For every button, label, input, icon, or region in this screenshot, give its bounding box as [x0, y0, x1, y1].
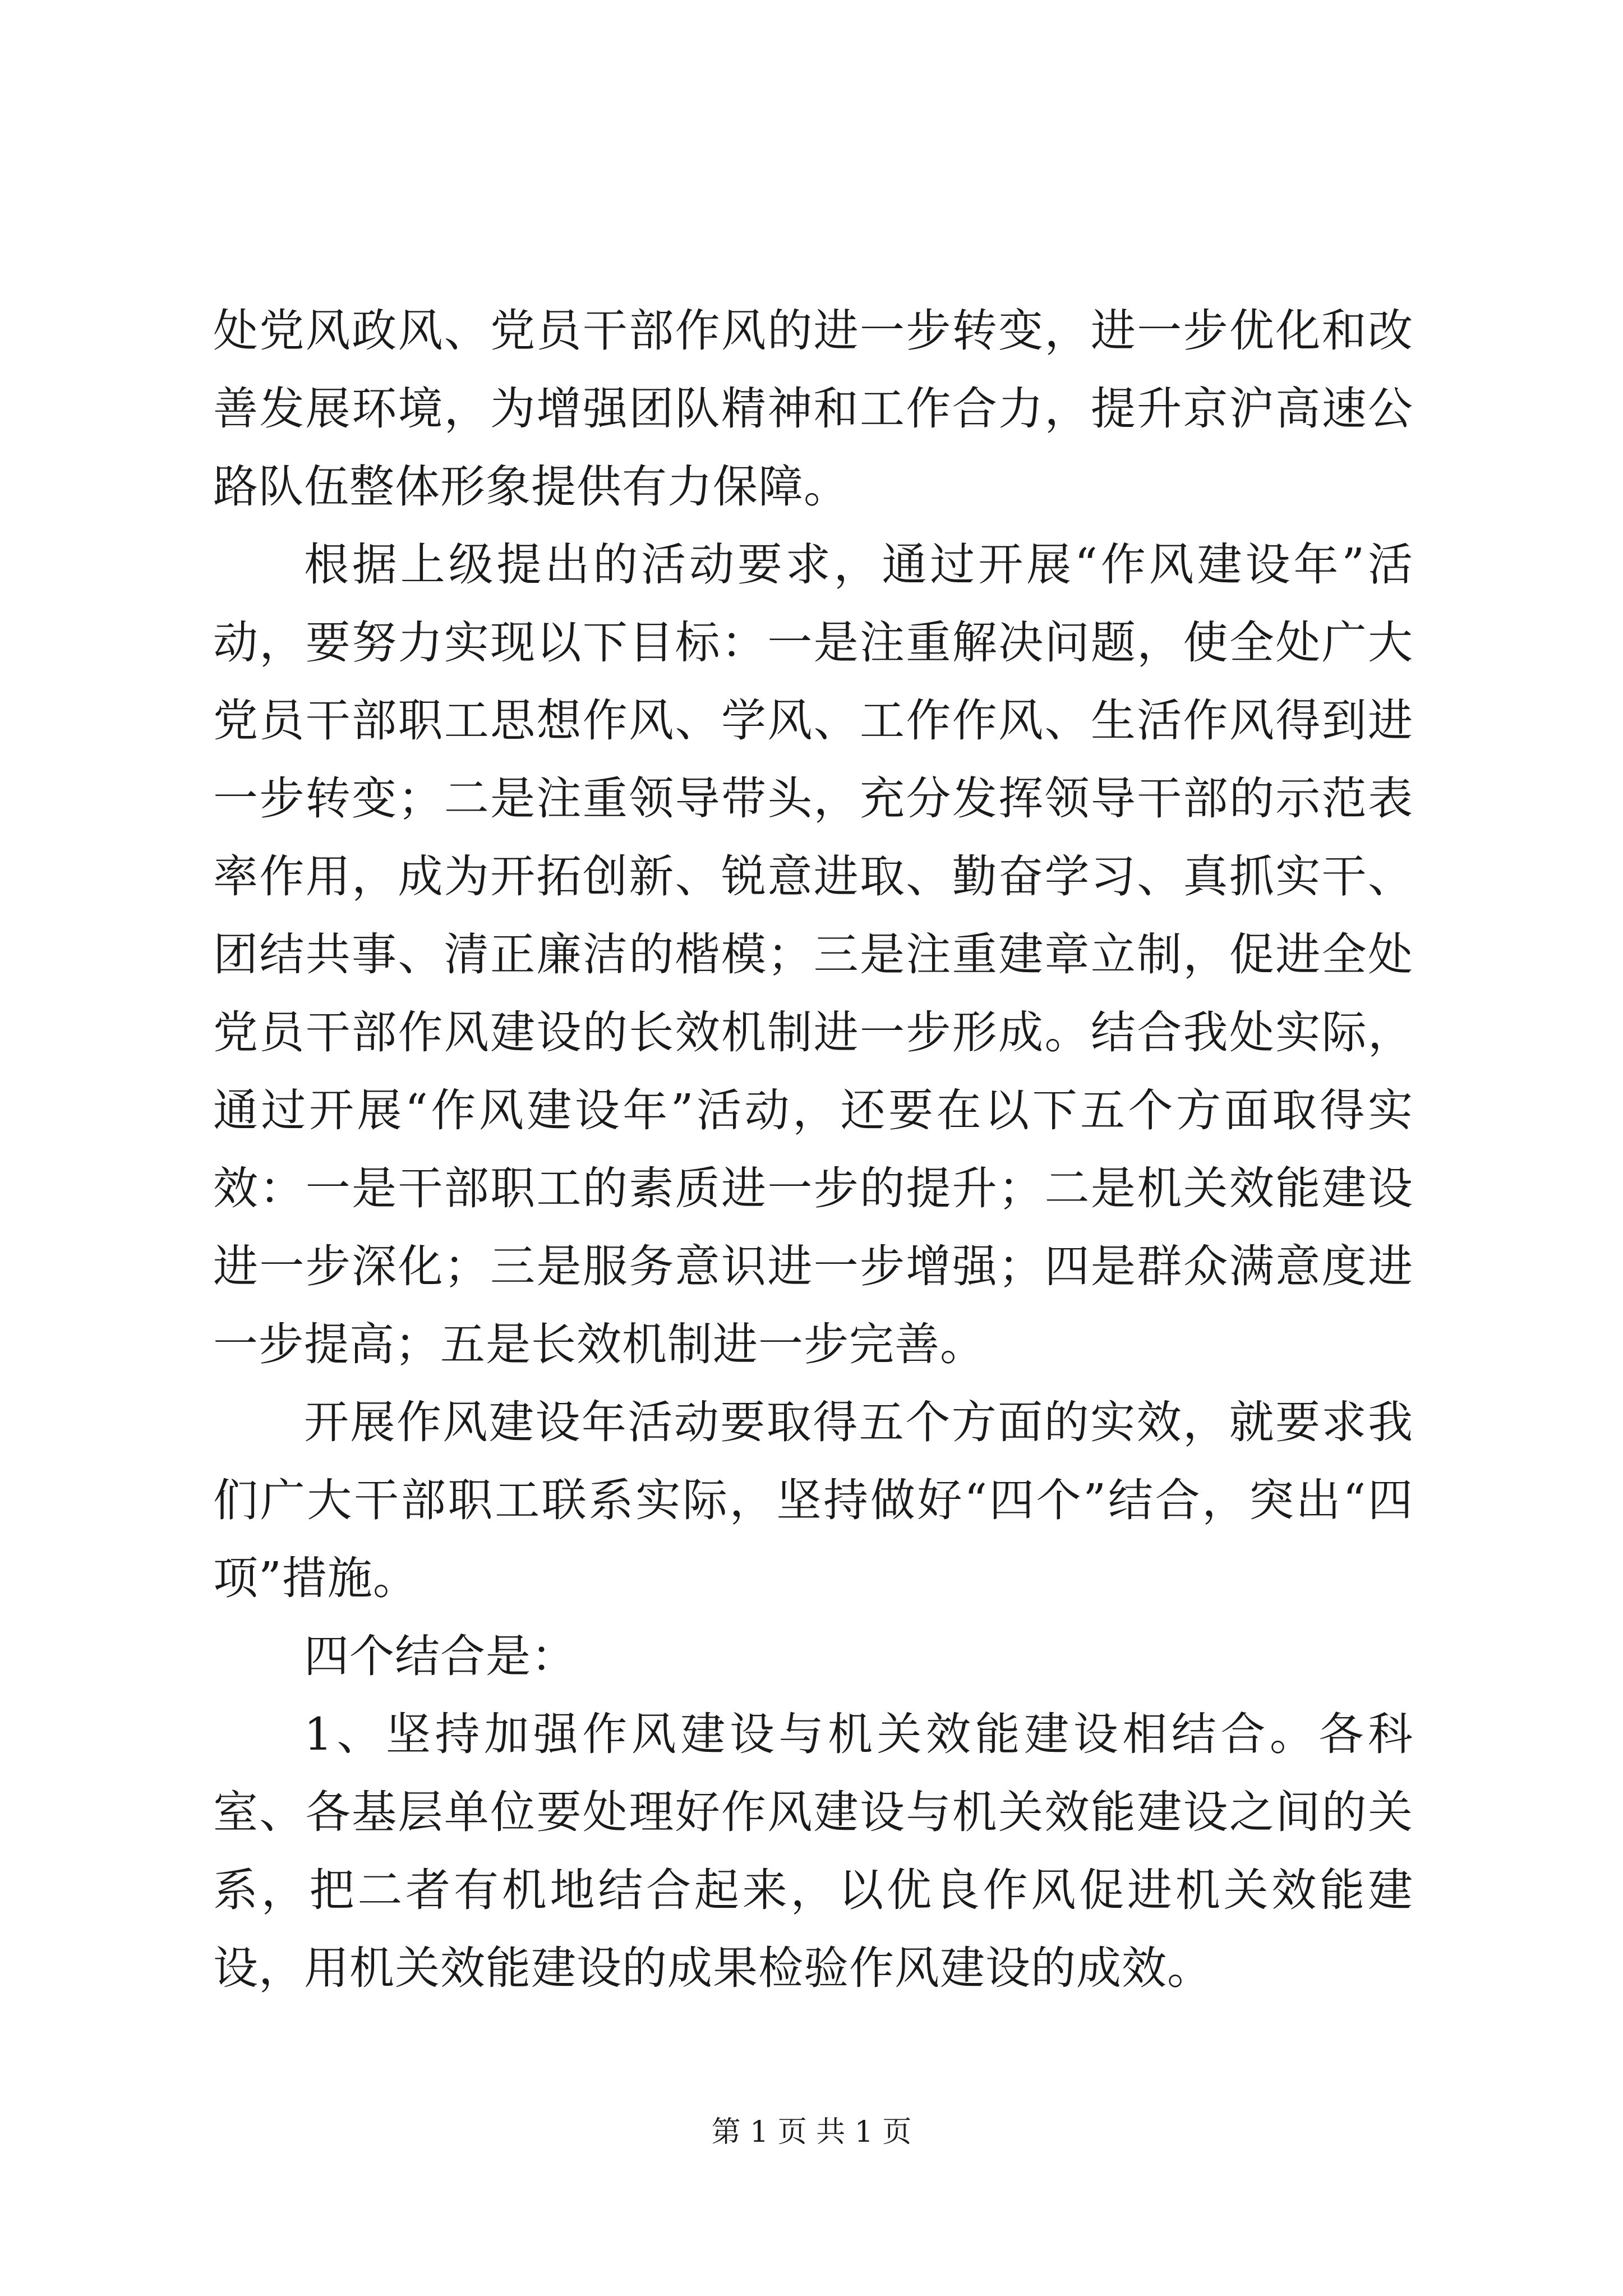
paragraph-1: 处党风政风、党员干部作风的进一步转变，进一步优化和改善发展环境，为增强团队精神和工作合力，提升京沪高速公路队伍整体形象提供有力保障。 — [213, 305, 1413, 513]
paragraph-5: 1、坚持加强作风建设与机关效能建设相结合。各科室、各基层单位要处理好作风建设与机关效能建设之间的关系，把二者有机地结合起来，以优良作风促进机关效能建设，用机关效能建设的成果检验作风建设的成效。 — [213, 1708, 1413, 1994]
page-number-footer: 第 1 页 共 1 页 — [711, 2115, 912, 2149]
paragraph-3: 开展作风建设年活动要取得五个方面的实效，就要求我们广大干部职工联系实际，坚持做好“四个”结合，突出“四项”措施。 — [213, 1396, 1413, 1604]
paragraph-2: 根据上级提出的活动要求，通过开展“作风建设年”活动，要努力实现以下目标：一是注重解决问题，使全处广大党员干部职工思想作风、学风、工作作风、生活作风得到进一步转变；二是注重领导带头，充分发挥领导干部的示范表率作用，成为开拓创新、锐意进取、勤奋学习、真抓实干、团结共事、清正廉洁的楷模；三是注重建章立制，促进全处党员干部作风建设的长效机制进一步形成。结合我处实际，通过开展“作风建设年”活动，还要在以下五个方面取得实效：一是干部职工的素质进一步的提升；二是机关效能建设进一步深化；三是服务意识进一步增强；四是群众满意度进一步提高；五是长效机制进一步完善。 — [213, 539, 1413, 1370]
document-body — [213, 292, 1413, 2007]
paragraph-4: 四个结合是： — [304, 1630, 577, 1682]
